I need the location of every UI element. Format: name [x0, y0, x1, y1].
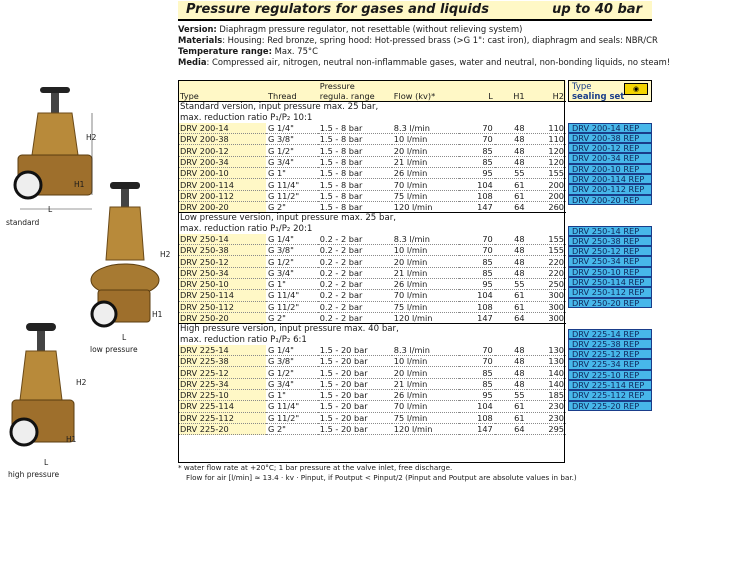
cell-l: 85	[459, 145, 495, 156]
cell-thread: G 3/8"	[266, 134, 318, 145]
cell-thread: G 3/8"	[266, 356, 318, 367]
sealing-set-cell: DRV 200-38 REP	[568, 133, 652, 143]
temperature-label: Temperature range:	[178, 46, 272, 56]
cell-range: 1.5 - 20 bar	[318, 401, 392, 412]
seal-gap	[568, 102, 652, 123]
cell-type: DRV 225-10	[178, 390, 266, 401]
sealing-set-column	[568, 80, 652, 411]
cell-h1: 61	[495, 412, 527, 423]
cell-h2: 250	[527, 279, 566, 290]
cell-range: 1.5 - 8 bar	[318, 123, 392, 134]
table-header-row-1	[178, 80, 566, 91]
media-label: Media	[178, 57, 207, 67]
sealing-set-cell: DRV 200-112 REP	[568, 184, 652, 194]
table-row	[178, 190, 566, 201]
col-l: L	[488, 91, 493, 102]
cell-h2: 110	[527, 123, 566, 134]
sealing-set-cell: DRV 250-10 REP	[568, 267, 652, 277]
cell-flow: 10 l/min	[392, 134, 459, 145]
dim-l-label-high: L	[44, 458, 49, 467]
dim-h1-label-low: H1	[152, 310, 163, 319]
cell-flow: 21 l/min	[392, 156, 459, 167]
cell-flow: 120 l/min	[392, 201, 459, 212]
sealing-set-cell: DRV 200-10 REP	[568, 164, 652, 174]
cell-flow: 26 l/min	[392, 390, 459, 401]
col-h2: H2	[552, 91, 564, 102]
cell-range: 1.5 - 20 bar	[318, 367, 392, 378]
dim-h2-label-low: H2	[160, 250, 171, 259]
section-title-row	[178, 224, 566, 234]
section-title-row	[178, 335, 566, 345]
spindle-shape	[51, 93, 59, 113]
cell-type: DRV 250-14	[178, 234, 266, 245]
cell-l: 147	[459, 423, 495, 434]
cell-range: 1.5 - 20 bar	[318, 390, 392, 401]
version-label: Version:	[178, 24, 217, 34]
cell-range: 1.5 - 8 bar	[318, 179, 392, 190]
cell-h2: 130	[527, 356, 566, 367]
cell-flow: 26 l/min	[392, 279, 459, 290]
cell-h2: 220	[527, 256, 566, 267]
cell-l: 108	[459, 301, 495, 312]
cell-h1: 48	[495, 256, 527, 267]
cell-h2: 200	[527, 190, 566, 201]
cell-l: 95	[459, 390, 495, 401]
gauge-icon	[15, 172, 41, 198]
cell-l: 104	[459, 290, 495, 301]
cell-h1: 48	[495, 145, 527, 156]
cell-h2: 220	[527, 267, 566, 278]
title-bar	[178, 1, 652, 21]
cell-flow: 70 l/min	[392, 179, 459, 190]
cell-h1: 61	[495, 401, 527, 412]
table-header-row-2	[178, 91, 566, 102]
table-row	[178, 401, 566, 412]
table-row	[178, 301, 566, 312]
cell-range: 1.5 - 8 bar	[318, 201, 392, 212]
cell-h2: 230	[527, 412, 566, 423]
cell-thread: G 3/8"	[266, 245, 318, 256]
cell-h1: 48	[495, 156, 527, 167]
cell-h1: 48	[495, 345, 527, 356]
cell-type: DRV 225-20	[178, 423, 266, 434]
cell-h1: 64	[495, 201, 527, 212]
col-type: Type	[180, 91, 199, 102]
table-row	[178, 423, 566, 434]
sealing-set-cell: DRV 200-114 REP	[568, 174, 652, 184]
cell-type: DRV 200-14	[178, 123, 266, 134]
cell-type: DRV 225-38	[178, 356, 266, 367]
cell-flow: 10 l/min	[392, 356, 459, 367]
table-row	[178, 256, 566, 267]
cell-h1: 61	[495, 179, 527, 190]
cell-h2: 110	[527, 134, 566, 145]
spindle-shape	[121, 189, 129, 207]
cell-type: DRV 250-38	[178, 245, 266, 256]
cell-type: DRV 225-34	[178, 378, 266, 389]
sealing-set-cell: DRV 250-12 REP	[568, 246, 652, 256]
dim-l-label: L	[48, 205, 53, 214]
intro-text	[178, 24, 738, 68]
spring-hood-shape	[32, 113, 78, 155]
cell-h2: 120	[527, 156, 566, 167]
cell-thread: G 2"	[266, 423, 318, 434]
cell-h2: 120	[527, 145, 566, 156]
cell-range: 1.5 - 20 bar	[318, 378, 392, 389]
cell-l: 95	[459, 168, 495, 179]
cell-h1: 55	[495, 168, 527, 179]
cell-h2: 155	[527, 234, 566, 245]
seal-gap	[568, 308, 652, 329]
cell-type: DRV 225-112	[178, 412, 266, 423]
cell-range: 0.2 - 2 bar	[318, 290, 392, 301]
section-title: High pressure version, input pressure max. 40 bar,	[178, 324, 566, 335]
footnote-air: Flow for air [l/min] ≈ 13.4 · kv · Pinput, if Poutput < Pinput/2 (Pinput and Poutput are absolute values in bar.)	[186, 472, 577, 482]
cell-h1: 55	[495, 279, 527, 290]
section-title-row	[178, 213, 566, 224]
cell-l: 108	[459, 190, 495, 201]
cell-thread: G 1/2"	[266, 145, 318, 156]
cell-h1: 61	[495, 301, 527, 312]
section-title-row	[178, 102, 566, 113]
sealing-set-cell: DRV 225-112 REP	[568, 390, 652, 400]
table-row	[178, 378, 566, 389]
cell-l: 85	[459, 267, 495, 278]
cell-type: DRV 250-114	[178, 290, 266, 301]
sealing-set-cell: DRV 225-34 REP	[568, 359, 652, 369]
cell-h1: 61	[495, 290, 527, 301]
table-row	[178, 390, 566, 401]
cell-range: 1.5 - 20 bar	[318, 345, 392, 356]
page-title: Pressure regulators for gases and liquids	[186, 2, 489, 17]
cell-l: 85	[459, 378, 495, 389]
section-title-row	[178, 324, 566, 335]
cell-flow: 26 l/min	[392, 168, 459, 179]
sealing-set-cell: DRV 225-38 REP	[568, 339, 652, 349]
section-title: max. reduction ratio P₁/P₂ 10:1	[178, 113, 566, 123]
cell-l: 70	[459, 134, 495, 145]
cell-h2: 140	[527, 367, 566, 378]
sealing-type-label: Type	[572, 82, 592, 92]
handwheel-shape	[40, 87, 70, 93]
spring-hood-shape	[106, 207, 144, 260]
cell-l: 70	[459, 356, 495, 367]
cell-l: 70	[459, 345, 495, 356]
caption-standard: standard	[6, 218, 40, 227]
materials-text: : Housing: Red bronze, spring hood: Hot-pressed brass (>G 1": cast iron), diaphragm and seals: NBR/CR	[222, 35, 658, 45]
cell-h2: 295	[527, 423, 566, 434]
cell-type: DRV 250-112	[178, 301, 266, 312]
table-row	[178, 356, 566, 367]
cell-h1: 48	[495, 267, 527, 278]
cell-type: DRV 200-20	[178, 201, 266, 212]
cell-flow: 20 l/min	[392, 256, 459, 267]
cell-h2: 230	[527, 401, 566, 412]
table-row	[178, 156, 566, 167]
pressure-rating: up to 40 bar	[552, 2, 642, 17]
sealing-set-cell: DRV 250-20 REP	[568, 298, 652, 308]
cell-h1: 48	[495, 123, 527, 134]
cell-h2: 130	[527, 345, 566, 356]
dim-l-label-low: L	[122, 333, 127, 342]
cell-thread: G 11/2"	[266, 412, 318, 423]
cell-h1: 48	[495, 245, 527, 256]
cell-h1: 48	[495, 378, 527, 389]
seal-kit-icon: ◉	[624, 83, 648, 95]
section-title-row	[178, 113, 566, 123]
cell-l: 85	[459, 367, 495, 378]
table-row	[178, 201, 566, 212]
cell-h2: 300	[527, 312, 566, 323]
gauge-icon	[11, 419, 37, 445]
handwheel-shape	[110, 182, 140, 189]
cell-range: 1.5 - 20 bar	[318, 423, 392, 434]
sealing-set-cell: DRV 225-14 REP	[568, 329, 652, 339]
sealing-set-cell: DRV 225-12 REP	[568, 349, 652, 359]
cell-flow: 70 l/min	[392, 290, 459, 301]
dim-h1-label-high: H1	[66, 435, 77, 444]
table-row	[178, 123, 566, 134]
cell-type: DRV 200-10	[178, 168, 266, 179]
cell-flow: 20 l/min	[392, 145, 459, 156]
cell-range: 0.2 - 2 bar	[318, 256, 392, 267]
cell-range: 1.5 - 20 bar	[318, 356, 392, 367]
cell-flow: 8.3 l/min	[392, 345, 459, 356]
cell-flow: 21 l/min	[392, 267, 459, 278]
cell-type: DRV 200-114	[178, 179, 266, 190]
handwheel-shape	[26, 323, 56, 331]
sealing-set-cell: DRV 200-20 REP	[568, 195, 652, 205]
cell-l: 147	[459, 201, 495, 212]
cell-l: 147	[459, 312, 495, 323]
cell-thread: G 1/2"	[266, 256, 318, 267]
cell-type: DRV 250-10	[178, 279, 266, 290]
cell-flow: 75 l/min	[392, 412, 459, 423]
col-h1: H1	[513, 91, 525, 102]
cell-flow: 120 l/min	[392, 312, 459, 323]
table-row	[178, 412, 566, 423]
sealing-set-cell: DRV 250-112 REP	[568, 287, 652, 297]
seal-gap	[568, 205, 652, 226]
cell-type: DRV 250-20	[178, 312, 266, 323]
cell-type: DRV 200-12	[178, 145, 266, 156]
table-row	[178, 345, 566, 356]
cell-thread: G 1/4"	[266, 345, 318, 356]
cell-thread: G 3/4"	[266, 378, 318, 389]
cell-type: DRV 225-114	[178, 401, 266, 412]
cell-thread: G 1/4"	[266, 123, 318, 134]
cell-h2: 300	[527, 290, 566, 301]
sealing-set-cell: DRV 250-34 REP	[568, 256, 652, 266]
cell-h2: 155	[527, 245, 566, 256]
sealing-set-cell: DRV 225-10 REP	[568, 370, 652, 380]
cell-h1: 64	[495, 423, 527, 434]
sealing-set-cell: DRV 250-38 REP	[568, 236, 652, 246]
cell-thread: G 1"	[266, 279, 318, 290]
sealing-set-cell: DRV 200-12 REP	[568, 143, 652, 153]
cell-l: 70	[459, 123, 495, 134]
cell-range: 0.2 - 2 bar	[318, 301, 392, 312]
cell-range: 1.5 - 8 bar	[318, 190, 392, 201]
table-row	[178, 179, 566, 190]
cell-h2: 260	[527, 201, 566, 212]
cell-flow: 120 l/min	[392, 423, 459, 434]
table-row	[178, 367, 566, 378]
spring-hood-shape	[20, 351, 62, 400]
col-flow: Flow (kv)*	[393, 91, 436, 102]
cell-h2: 200	[527, 179, 566, 190]
cell-range: 1.5 - 20 bar	[318, 412, 392, 423]
sealing-set-cell: DRV 225-114 REP	[568, 380, 652, 390]
cell-type: DRV 225-12	[178, 367, 266, 378]
cell-range: 0.2 - 2 bar	[318, 267, 392, 278]
cell-flow: 8.3 l/min	[392, 123, 459, 134]
cell-h1: 64	[495, 312, 527, 323]
table-row	[178, 168, 566, 179]
cell-thread: G 11/2"	[266, 301, 318, 312]
cell-flow: 75 l/min	[392, 301, 459, 312]
product-table	[178, 80, 566, 435]
cell-thread: G 2"	[266, 201, 318, 212]
sealing-set-cell: DRV 250-14 REP	[568, 226, 652, 236]
table-row	[178, 145, 566, 156]
cell-range: 1.5 - 8 bar	[318, 156, 392, 167]
cell-l: 104	[459, 179, 495, 190]
media-text: : Compressed air, nitrogen, neutral non-inflammable gases, water and neutral, non-bonding liquids, no steam!	[206, 57, 671, 67]
table-row	[178, 234, 566, 245]
cell-h2: 185	[527, 390, 566, 401]
table-row	[178, 267, 566, 278]
cell-range: 0.2 - 2 bar	[318, 245, 392, 256]
temperature-text: Max. 75°C	[271, 46, 318, 56]
sealing-set-cell: DRV 200-14 REP	[568, 123, 652, 133]
cell-range: 0.2 - 2 bar	[318, 234, 392, 245]
cell-thread: G 3/4"	[266, 267, 318, 278]
col-pressure: Pressure	[319, 80, 355, 91]
cell-range: 1.5 - 8 bar	[318, 134, 392, 145]
caption-low-pressure: low pressure	[90, 345, 138, 354]
cell-l: 70	[459, 245, 495, 256]
cell-h1: 48	[495, 134, 527, 145]
cell-type: DRV 200-34	[178, 156, 266, 167]
section-title: Standard version, input pressure max. 25 bar,	[178, 102, 566, 113]
cell-h1: 48	[495, 234, 527, 245]
cell-flow: 10 l/min	[392, 245, 459, 256]
cell-l: 95	[459, 279, 495, 290]
cell-thread: G 11/4"	[266, 401, 318, 412]
caption-high-pressure: high pressure	[8, 470, 60, 479]
cell-range: 1.5 - 8 bar	[318, 145, 392, 156]
spindle-shape	[37, 331, 45, 351]
sealing-set-cell: DRV 200-34 REP	[568, 153, 652, 163]
gauge-icon	[92, 302, 116, 326]
cell-type: DRV 200-112	[178, 190, 266, 201]
cell-l: 70	[459, 234, 495, 245]
section-title: max. reduction ratio P₁/P₂ 20:1	[178, 224, 566, 234]
cell-h2: 300	[527, 301, 566, 312]
cell-flow: 70 l/min	[392, 401, 459, 412]
sealing-set-cell: DRV 250-114 REP	[568, 277, 652, 287]
table-row	[178, 245, 566, 256]
table-row	[178, 279, 566, 290]
cell-l: 85	[459, 256, 495, 267]
cell-thread: G 3/4"	[266, 156, 318, 167]
cell-type: DRV 250-12	[178, 256, 266, 267]
cell-l: 108	[459, 412, 495, 423]
cell-flow: 20 l/min	[392, 367, 459, 378]
cell-range: 0.2 - 2 bar	[318, 312, 392, 323]
materials-label: Materials	[178, 35, 223, 45]
dim-h2-label-high: H2	[76, 378, 87, 387]
table-row	[178, 290, 566, 301]
cell-thread: G 2"	[266, 312, 318, 323]
cell-thread: G 1/2"	[266, 367, 318, 378]
sealing-set-header	[568, 80, 652, 102]
cell-h1: 55	[495, 390, 527, 401]
cell-h1: 48	[495, 356, 527, 367]
cell-h2: 140	[527, 378, 566, 389]
cell-h1: 48	[495, 367, 527, 378]
cell-range: 1.5 - 8 bar	[318, 168, 392, 179]
cell-thread: G 1/4"	[266, 234, 318, 245]
section-title: max. reduction ratio P₁/P₂ 6:1	[178, 335, 566, 345]
cell-type: DRV 225-14	[178, 345, 266, 356]
version-text: Diaphragm pressure regulator, not resettable (without relieving system)	[216, 24, 523, 34]
cell-thread: G 11/2"	[266, 190, 318, 201]
dim-h2-label: H2	[86, 133, 97, 142]
dim-h1-label: H1	[74, 180, 85, 189]
cell-range: 0.2 - 2 bar	[318, 279, 392, 290]
col-thread: Thread	[268, 91, 297, 102]
cell-h2: 155	[527, 168, 566, 179]
cell-thread: G 1"	[266, 390, 318, 401]
cell-type: DRV 250-34	[178, 267, 266, 278]
sealing-set-label: sealing set	[572, 92, 625, 102]
section-title: Low pressure version, input pressure max. 25 bar,	[178, 213, 566, 224]
cell-flow: 21 l/min	[392, 378, 459, 389]
footnote-water: * water flow rate at +20°C; 1 bar pressure at the valve inlet, free discharge.	[178, 463, 453, 472]
sealing-set-cell: DRV 225-20 REP	[568, 401, 652, 411]
cell-h1: 61	[495, 190, 527, 201]
footnotes	[178, 463, 738, 482]
table-row	[178, 312, 566, 323]
cell-thread: G 11/4"	[266, 290, 318, 301]
cell-thread: G 1"	[266, 168, 318, 179]
cell-thread: G 11/4"	[266, 179, 318, 190]
col-range: regula. range	[319, 91, 375, 102]
cell-flow: 75 l/min	[392, 190, 459, 201]
cell-l: 104	[459, 401, 495, 412]
cell-type: DRV 200-38	[178, 134, 266, 145]
table-row	[178, 134, 566, 145]
cell-l: 85	[459, 156, 495, 167]
cell-flow: 8.3 l/min	[392, 234, 459, 245]
